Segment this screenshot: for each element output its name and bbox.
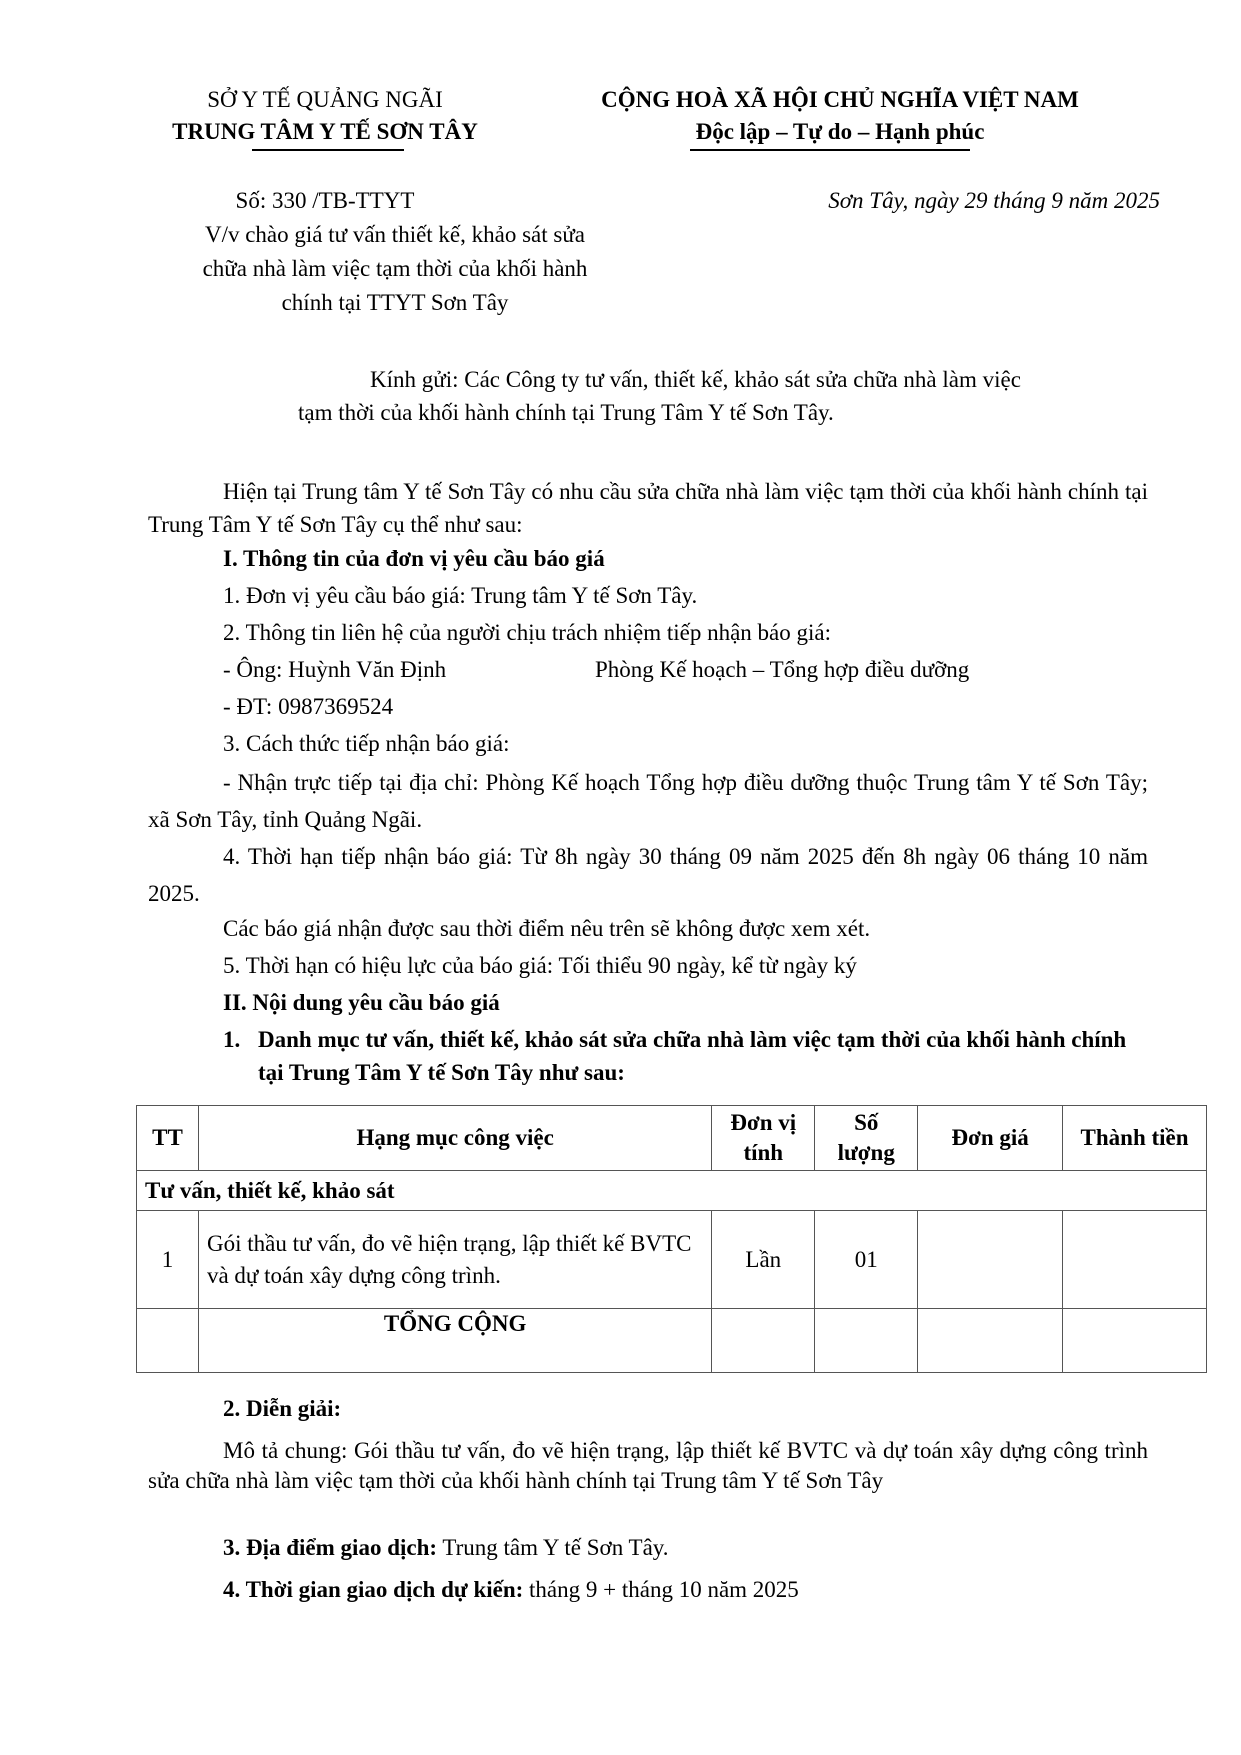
intro-paragraph: Hiện tại Trung tâm Y tế Sơn Tây có nhu cầu sửa chữa nhà làm việc tạm thời của khối hành chính tại Trung Tâm Y tế Sơn Tây cụ thể như sau:	[148, 479, 1148, 537]
time-label: 4. Thời gian giao dịch dự kiến:	[223, 1577, 524, 1602]
cell-empty	[137, 1309, 199, 1373]
subject-line: chữa nhà làm việc tạm thời của khối hành	[202, 256, 588, 281]
cell-qty: 01	[815, 1211, 918, 1309]
doc-number: Số: 330 /TB-TTYT	[235, 188, 415, 213]
recipient-line: tạm thời của khối hành chính tại Trung Tâm Y tế Sơn Tây.	[298, 400, 834, 425]
parent-agency: SỞ Y TẾ QUẢNG NGÃI	[207, 87, 443, 112]
national-block	[540, 84, 1140, 148]
section-title: I. Thông tin của đơn vị yêu cầu báo giá	[223, 546, 605, 571]
motto-underline	[690, 149, 970, 151]
agency-underline	[252, 149, 404, 151]
section-title: II. Nội dung yêu cầu báo giá	[223, 990, 500, 1015]
group-label: Tư vấn, thiết kế, khảo sát	[137, 1171, 1207, 1211]
table-group-row	[137, 1171, 1207, 1211]
agency-name: TRUNG TÂM Y TẾ SƠN TÂY	[172, 119, 478, 144]
location-value: Trung tâm Y tế Sơn Tây.	[437, 1535, 669, 1560]
info-item: 4. Thời hạn tiếp nhận báo giá: Từ 8h ngày 30 tháng 09 năm 2025 đến 8h ngày 06 tháng 10 năm 2025.	[148, 844, 1148, 906]
time-value: tháng 9 + tháng 10 năm 2025	[523, 1577, 799, 1602]
list-title: Danh mục tư vấn, thiết kế, khảo sát sửa chữa nhà làm việc tạm thời của khối hành chính tại Trung Tâm Y tế Sơn Tây như sau:	[258, 1027, 1127, 1085]
info-item: 3. Cách thức tiếp nhận báo giá:	[223, 731, 510, 756]
info-item: 5. Thời hạn có hiệu lực của báo giá: Tối thiểu 90 ngày, kể từ ngày ký	[223, 953, 857, 978]
cell-empty	[1063, 1309, 1207, 1373]
explain-text: Mô tả chung: Gói thầu tư vấn, đo vẽ hiện trạng, lập thiết kế BVTC và dự toán xây dựng công trình sửa chữa nhà làm việc tạm thời của khối hành chính tại Trung tâm Y tế Sơn Tây	[148, 1438, 1148, 1493]
subject-line: V/v chào giá tư vấn thiết kế, khảo sát sửa	[204, 222, 586, 247]
cell-empty	[815, 1309, 918, 1373]
info-detail: - Nhận trực tiếp tại địa chỉ: Phòng Kế hoạch Tổng hợp điều dưỡng thuộc Trung tâm Y tế Sơn Tây; xã Sơn Tây, tỉnh Quảng Ngãi.	[148, 770, 1148, 832]
contact-department: Phòng Kế hoạch – Tổng hợp điều dưỡng	[595, 657, 970, 682]
info-item: 1. Đơn vị yêu cầu báo giá: Trung tâm Y tế Sơn Tây.	[223, 583, 698, 608]
location-label: 3. Địa điểm giao dịch:	[223, 1535, 438, 1560]
info-item: 2. Thông tin liên hệ của người chịu trách nhiệm tiếp nhận báo giá:	[223, 620, 831, 645]
table-row	[137, 1211, 1207, 1309]
recipient-line: Kính gửi: Các Công ty tư vấn, thiết kế, khảo sát sửa chữa nhà làm việc	[370, 367, 1021, 392]
cell-empty	[712, 1309, 815, 1373]
cell-tt: 1	[137, 1211, 199, 1309]
header-item: Hạng mục công việc	[198, 1106, 711, 1171]
header-total: Thành tiền	[1063, 1106, 1207, 1171]
cell-total	[1063, 1211, 1207, 1309]
date-line: Sơn Tây, ngày 29 tháng 9 năm 2025	[828, 188, 1160, 213]
location-line	[223, 1531, 669, 1564]
subject	[140, 218, 650, 320]
items-table	[136, 1105, 1207, 1373]
header-tt: TT	[137, 1106, 199, 1171]
contact-phone: - ĐT: 0987369524	[223, 694, 394, 719]
cell-item: Gói thầu tư vấn, đo vẽ hiện trạng, lập thiết kế BVTC và dự toán xây dựng công trình.	[198, 1211, 711, 1309]
total-label: TỔNG CỘNG	[198, 1309, 711, 1373]
national-title: CỘNG HOÀ XÃ HỘI CHỦ NGHĨA VIỆT NAM	[601, 87, 1079, 112]
time-line	[223, 1573, 799, 1606]
info-note: Các báo giá nhận được sau thời điểm nêu trên sẽ không được xem xét.	[223, 916, 871, 941]
subject-line: chính tại TTYT Sơn Tây	[281, 290, 509, 315]
list-number: 1.	[223, 1027, 241, 1052]
cell-unit: Lần	[712, 1211, 815, 1309]
agency-block	[140, 84, 510, 148]
cell-empty	[918, 1309, 1063, 1373]
table-total-row	[137, 1309, 1207, 1373]
contact-name: - Ông: Huỳnh Văn Định	[223, 657, 447, 682]
header-price: Đơn giá	[918, 1106, 1063, 1171]
cell-price	[918, 1211, 1063, 1309]
table-header-row	[137, 1106, 1207, 1171]
header-qty: Số lượng	[815, 1106, 918, 1171]
header-unit: Đơn vị tính	[712, 1106, 815, 1171]
national-motto: Độc lập – Tự do – Hạnh phúc	[695, 119, 985, 144]
explain-title: 2. Diễn giải:	[223, 1396, 342, 1421]
